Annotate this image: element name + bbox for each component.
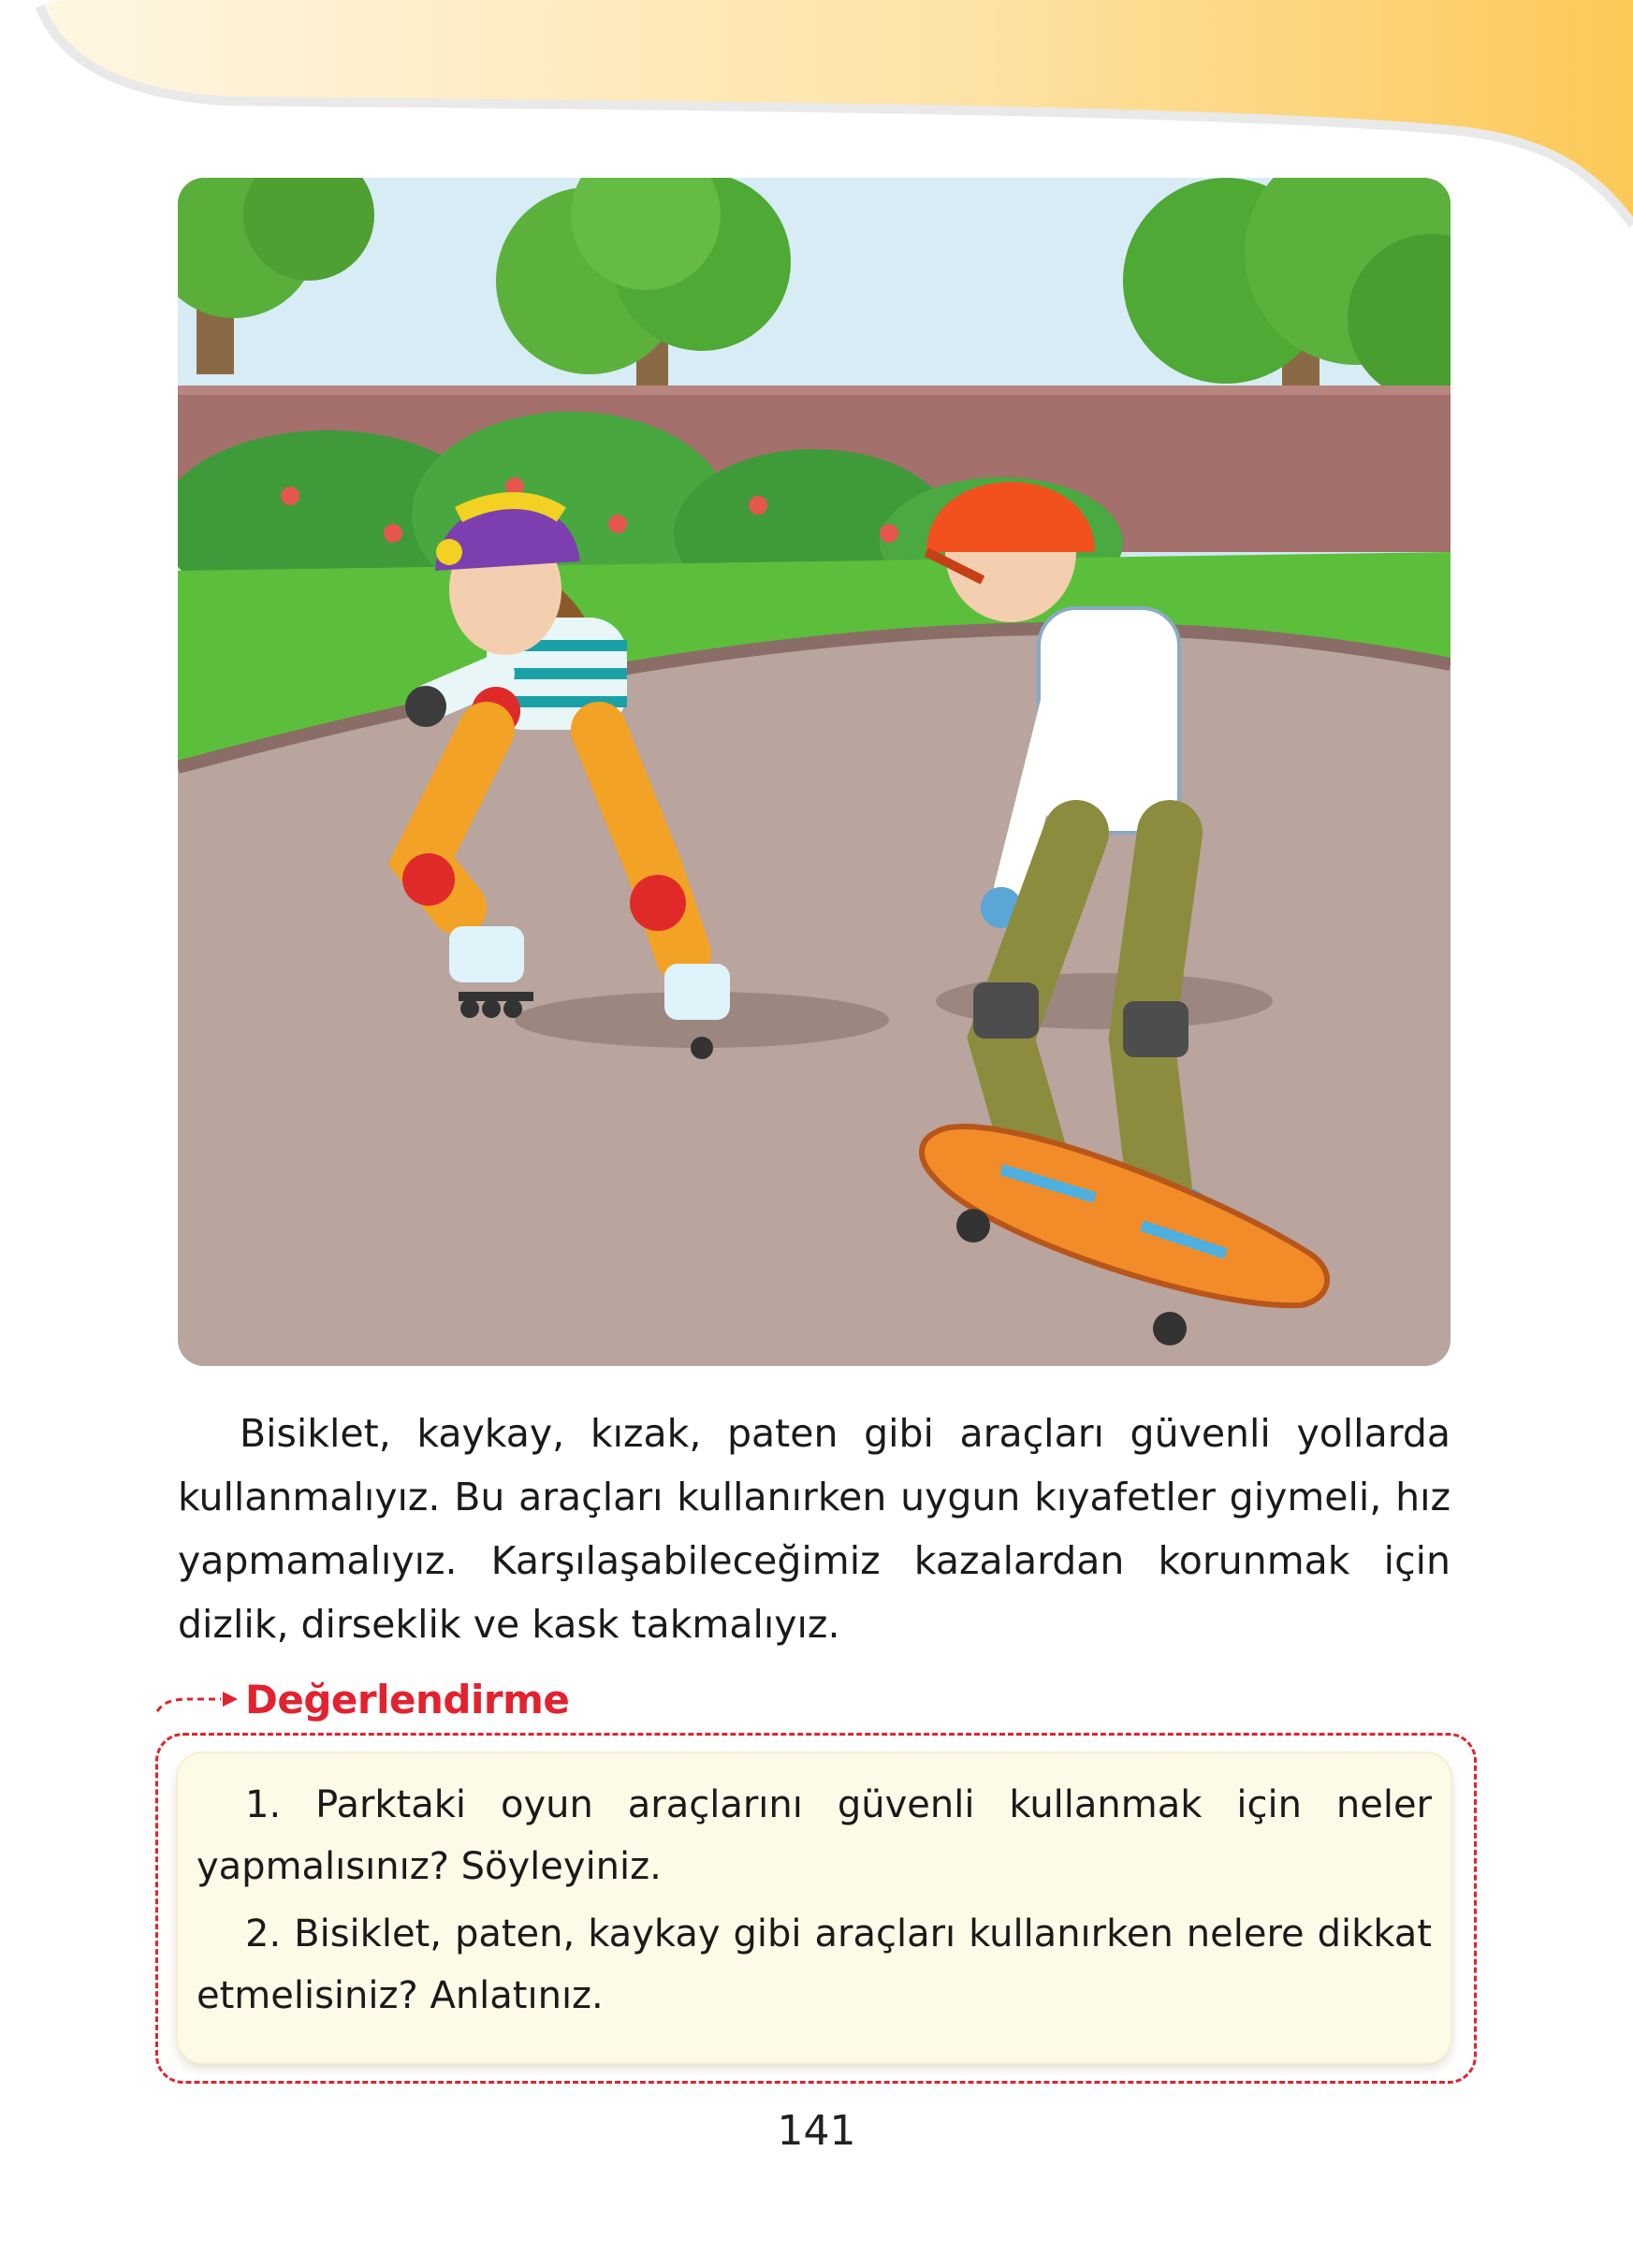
evaluation-title-label: Değerlendirme	[245, 1676, 570, 1723]
body-paragraph: Bisiklet, kaykay, kızak, paten gibi araçları güvenli yollarda kullanmalıyız. Bu araçları kullanırken uygun kıyafetler giymeli, hız yapmamalıyız. Karşılaşabileceğimiz kazalardan korunmak için dizlik, dirseklik ve kask takmalıyız.	[178, 1411, 1451, 1647]
skate-park-illustration-icon	[178, 178, 1451, 1366]
dashed-arrow-icon	[155, 1685, 240, 1713]
body-text	[178, 1402, 1451, 1656]
evaluation-box	[178, 1753, 1451, 2062]
skate-park-illustration	[178, 178, 1451, 1366]
question-2-text: 2. Bisiklet, paten, kaykay gibi araçları kullanırken nelere dikkat etmelisiniz? Anlatınız.	[197, 1912, 1432, 2017]
question-1-text: 1. Parktaki oyun araçlarını güvenli kullanmak için neler yapmalısınız? Söyleyiniz.	[197, 1783, 1432, 1888]
question-2	[197, 1903, 1432, 2027]
page-number: 141	[777, 2107, 856, 2155]
evaluation-title	[155, 1671, 569, 1727]
question-1	[197, 1774, 1432, 1897]
